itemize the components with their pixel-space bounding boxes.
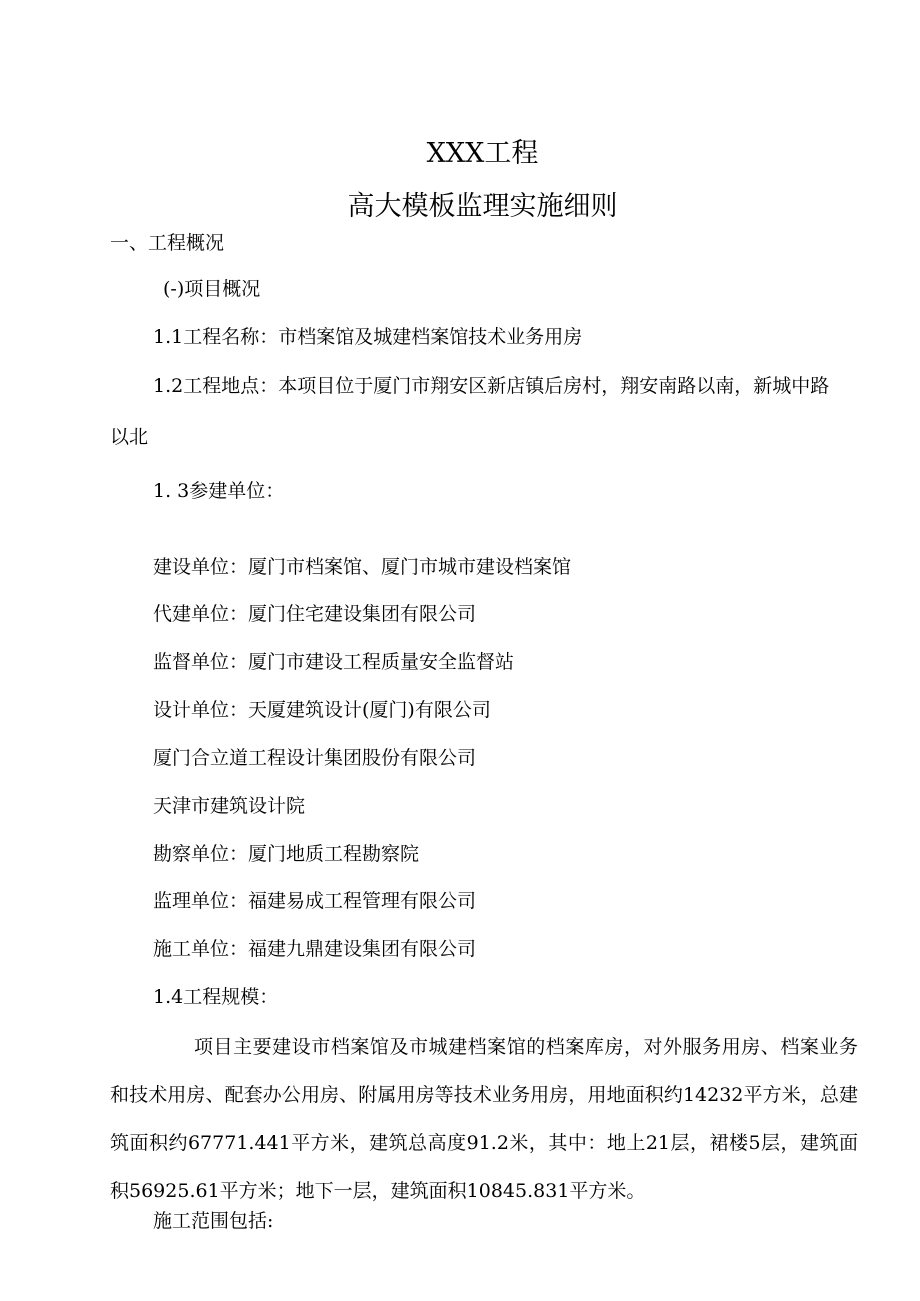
project-scale-paragraph: 项目主要建设市档案馆及市城建档案馆的档案库房，对外服务用房、档案业务和技术用房、配套办公用房、附属用房等技术业务用房，用地面积约14232平方米，总建筑面积约67771.441平方米，建筑总高度91.2米，其中：地上21层，裙楼5层，建筑面积56925.61平方米；地下一层，建筑面积10845.831平方米。 xyxy=(110,1036,858,1202)
subsection-heading-project-overview: (-)项目概况 xyxy=(163,278,261,300)
document-title-line2: 高大模板监理实施细则 xyxy=(347,191,618,222)
unit-construction-owner: 建设单位：厦门市档案馆、厦门市城市建设档案馆 xyxy=(153,556,572,578)
unit-survey: 勘察单位：厦门地质工程勘察院 xyxy=(153,843,420,865)
unit-design-3: 天津市建筑设计院 xyxy=(153,795,306,817)
unit-supervision-authority: 监督单位：厦门市建设工程质量安全监督站 xyxy=(153,651,515,673)
unit-design: 设计单位：天厦建筑设计(厦门)有限公司 xyxy=(153,699,491,721)
item-project-scale: 1.4工程规模： xyxy=(153,986,279,1008)
section-heading-overview: 一、工程概况 xyxy=(110,232,225,254)
unit-design-2: 厦门合立道工程设计集团股份有限公司 xyxy=(153,747,477,769)
item-participating-units: 1. 3参建单位： xyxy=(153,480,285,502)
construction-scope-heading: 施工范围包括: xyxy=(153,1210,274,1232)
unit-supervisor: 监理单位：福建易成工程管理有限公司 xyxy=(153,890,477,912)
document-title-line1: XXX工程 xyxy=(426,138,539,169)
item-project-location-continued: 以北 xyxy=(110,426,149,448)
unit-agent-builder: 代建单位：厦门住宅建设集团有限公司 xyxy=(153,603,477,625)
item-project-location: 1.2工程地点：本项目位于厦门市翔安区新店镇后房村，翔安南路以南，新城中路 xyxy=(153,375,830,397)
unit-contractor: 施工单位：福建九鼎建设集团有限公司 xyxy=(153,938,477,960)
item-project-name: 1.1工程名称：市档案馆及城建档案馆技术业务用房 xyxy=(153,326,583,348)
